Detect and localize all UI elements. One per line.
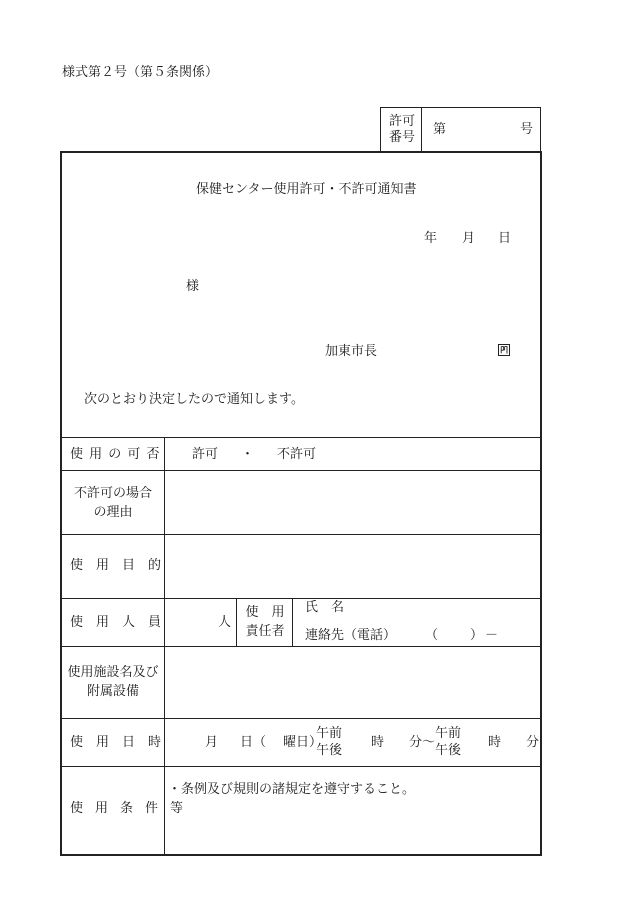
date-day: 日 bbox=[498, 231, 512, 246]
denial-reason-label bbox=[66, 484, 160, 522]
name-label: 氏 名 bbox=[305, 600, 345, 615]
users-label: 使 用 人 員 bbox=[70, 615, 162, 630]
notice-body-text: 次のとおり決定したので通知します。 bbox=[84, 392, 304, 407]
notice-title: 保健センター使用許可・不許可通知書 bbox=[196, 182, 417, 197]
option-separator: ・ bbox=[241, 447, 255, 462]
contact-label: 連絡先（電話） bbox=[305, 628, 397, 643]
responsible-label-line2: 責任者 bbox=[245, 624, 285, 639]
date-year: 年 bbox=[424, 231, 438, 246]
facility-label-line1: 使用施設名及び bbox=[67, 665, 159, 680]
permit-option[interactable]: 許可 bbox=[192, 447, 219, 462]
permit-number-label-line2: 番号 bbox=[389, 130, 416, 145]
form-code: 様式第２号（第５条関係） bbox=[62, 65, 219, 80]
responsible-label-line1: 使 用 bbox=[245, 605, 285, 620]
datetime-weekday: 曜日） bbox=[283, 735, 323, 750]
datetime-pm-end[interactable]: 午後 bbox=[435, 743, 462, 758]
facility-field[interactable] bbox=[166, 647, 540, 718]
purpose-label: 使 用 目 的 bbox=[70, 558, 162, 573]
datetime-pm[interactable]: 午後 bbox=[316, 743, 343, 758]
responsible-person-label bbox=[238, 603, 292, 641]
contact-format: （ ）－ bbox=[425, 628, 501, 643]
facility-label-line2: 附属設備 bbox=[86, 684, 139, 699]
datetime-minute-to: 分～ bbox=[409, 735, 436, 750]
facility-label bbox=[60, 663, 166, 701]
issuer: 加東市長 bbox=[325, 344, 378, 359]
date-month: 月 bbox=[462, 231, 476, 246]
denial-reason-label-line2: の理由 bbox=[93, 505, 133, 520]
seal-icon bbox=[498, 344, 510, 356]
deny-option[interactable]: 不許可 bbox=[277, 447, 317, 462]
datetime-label: 使 用 日 時 bbox=[70, 735, 162, 750]
permit-number-label-line1: 許可 bbox=[389, 114, 416, 129]
datetime-hour-end: 時 bbox=[488, 735, 502, 750]
datetime-minute-end: 分 bbox=[526, 735, 540, 750]
conditions-text: ・条例及び規則の諸規定を遵守すること。 bbox=[168, 782, 416, 797]
permit-number-prefix: 第 bbox=[433, 122, 447, 137]
permit-number-suffix: 号 bbox=[520, 122, 534, 137]
users-unit: 人 bbox=[218, 615, 232, 630]
usage-permission-label: 使 用 の 可 否 bbox=[70, 447, 161, 462]
datetime-am-end[interactable]: 午前 bbox=[435, 726, 462, 741]
datetime-day: 日（ bbox=[240, 735, 267, 750]
datetime-month: 月 bbox=[205, 735, 219, 750]
datetime-hour: 時 bbox=[371, 735, 385, 750]
addressee-suffix: 様 bbox=[186, 279, 200, 294]
purpose-field[interactable] bbox=[166, 535, 540, 598]
datetime-am[interactable]: 午前 bbox=[316, 726, 343, 741]
denial-reason-field[interactable] bbox=[166, 471, 540, 534]
conditions-label: 使 用 条 件 等 bbox=[70, 801, 183, 816]
permit-number-divider bbox=[421, 107, 422, 152]
denial-reason-label-line1: 不許可の場合 bbox=[73, 486, 152, 501]
